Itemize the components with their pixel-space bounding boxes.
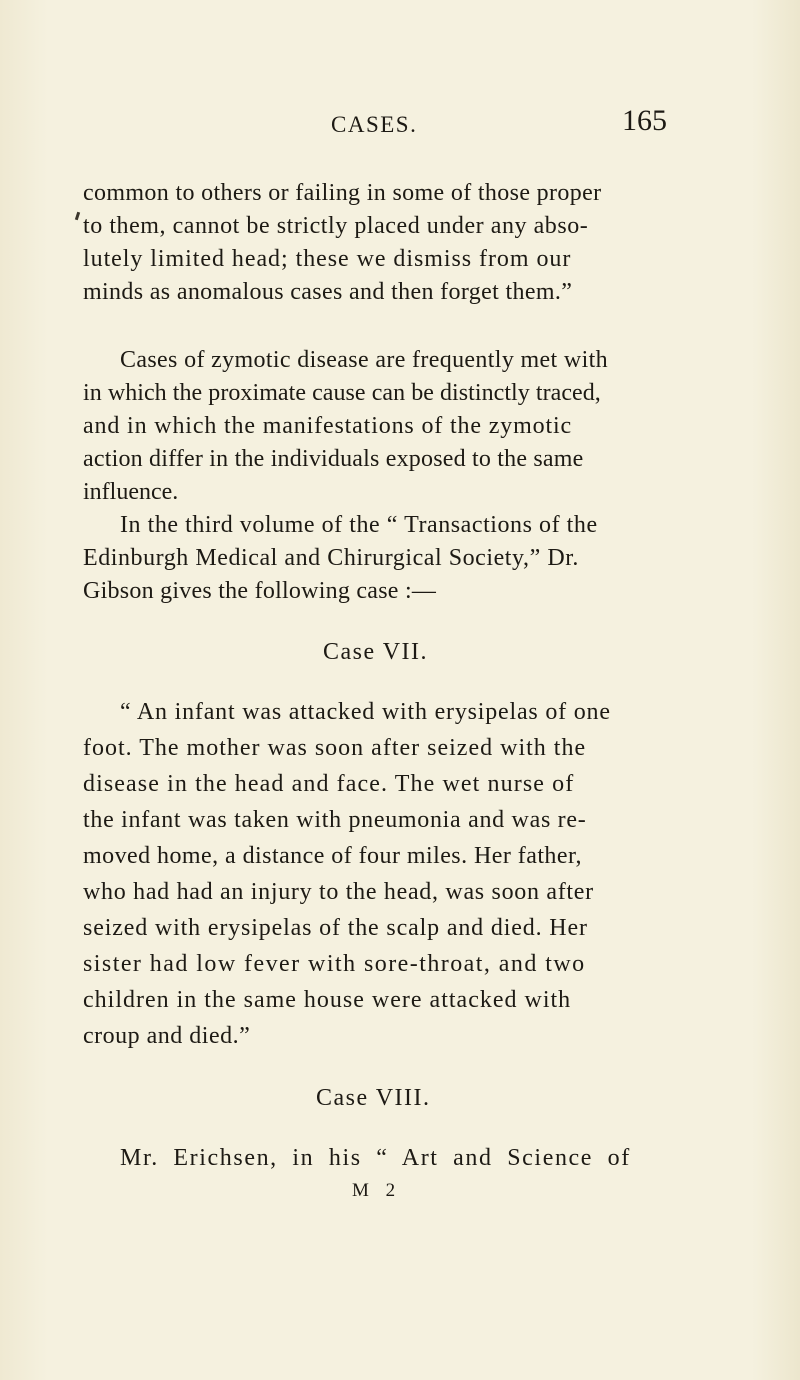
text-line: Gibson gives the following case :— xyxy=(83,578,437,604)
text-line: “ An infant was attacked with erysipelas of one xyxy=(120,699,611,725)
text-line: lutely limited head; these we dismiss from our xyxy=(83,246,572,272)
case-heading: Case VII. xyxy=(323,639,429,665)
text-line: and in which the manifestations of the zymotic xyxy=(83,413,572,439)
signature-mark: M 2 xyxy=(352,1180,402,1201)
text-line: in which the proximate cause can be distinctly traced, xyxy=(83,380,601,406)
text-line: seized with erysipelas of the scalp and died. Her xyxy=(83,915,588,941)
running-title: CASES. xyxy=(331,112,418,137)
text-line: influence. xyxy=(83,479,179,505)
text-line: sister had low fever with sore-throat, and two xyxy=(83,951,586,977)
text-line: action differ in the individuals exposed to the same xyxy=(83,446,584,472)
text-line: to them, cannot be strictly placed under any abso- xyxy=(83,213,589,239)
text-line: Mr. Erichsen, in his “ Art and Science of xyxy=(120,1145,631,1171)
text-line: Edinburgh Medical and Chirurgical Society,” Dr. xyxy=(83,545,579,571)
text-line: Cases of zymotic disease are frequently met with xyxy=(120,347,608,373)
text-line: common to others or failing in some of those proper xyxy=(83,180,602,206)
text-line: minds as anomalous cases and then forget them.” xyxy=(83,279,573,305)
text-line: foot. The mother was soon after seized with the xyxy=(83,735,587,761)
text-line: moved home, a distance of four miles. Her father, xyxy=(83,843,582,869)
text-line: In the third volume of the “ Transactions of the xyxy=(120,512,598,538)
margin-mark xyxy=(75,212,80,221)
text-line: disease in the head and face. The wet nurse of xyxy=(83,771,575,797)
text-line: children in the same house were attacked with xyxy=(83,987,572,1013)
text-line: who had had an injury to the head, was soon after xyxy=(83,879,594,905)
text-line: the infant was taken with pneumonia and was re- xyxy=(83,807,587,833)
case-heading: Case VIII. xyxy=(316,1085,431,1111)
text-line: croup and died.” xyxy=(83,1023,251,1049)
page-number: 165 xyxy=(622,104,667,137)
